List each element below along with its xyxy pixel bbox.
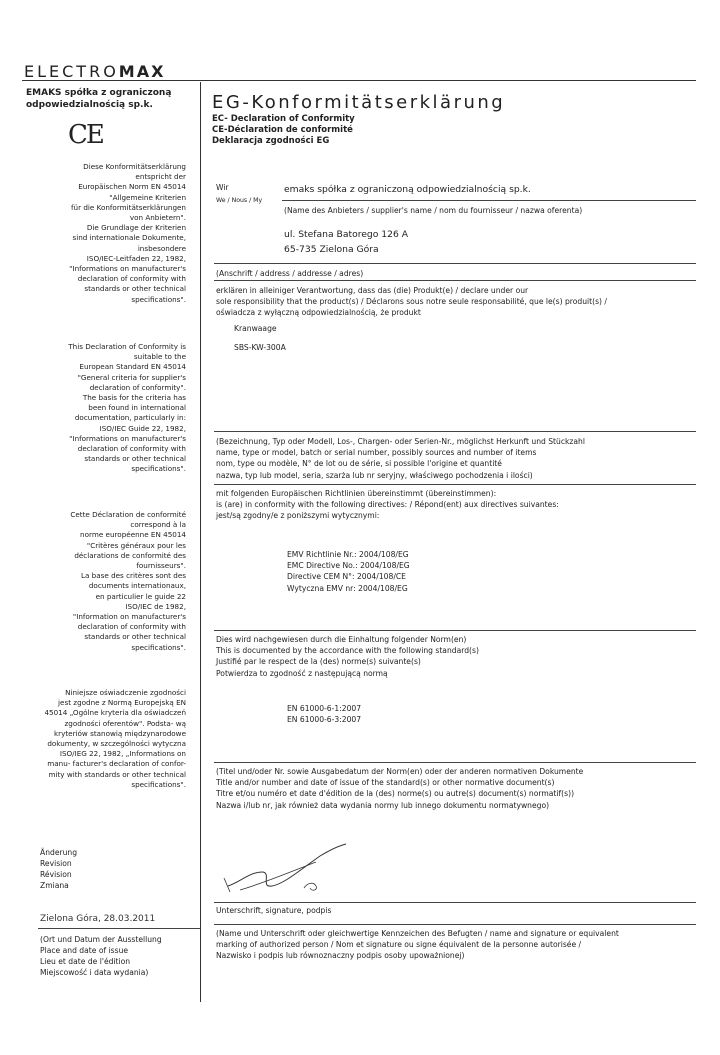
text-line: This Declaration of Conformity is (68, 342, 186, 351)
text-line: European Standard EN 45014 (79, 362, 186, 372)
revision-label: Revision (40, 859, 72, 868)
title-fr: CE-Déclaration de conformité (212, 125, 353, 135)
text-line: mity with standards or other technical (48, 769, 186, 779)
supplier-city: 65-735 Zielona Góra (284, 244, 379, 255)
text-line: "Allgemeine Kriterien (109, 192, 186, 202)
address-line (214, 263, 696, 264)
text-line: sind internationale Dokumente, (72, 233, 186, 243)
place-label: Place and date of issue (40, 946, 129, 955)
left-block-fr (26, 510, 186, 653)
directive-item: EMV Richtlinie Nr.: 2004/108/EG (287, 550, 409, 559)
left-block-pl (26, 688, 186, 790)
supplier-name: emaks spółka z ograniczoną odpowiedzialnością sp.k. (284, 184, 531, 195)
text-line: La base des critères sont des (80, 571, 186, 581)
text-line: is (are) in conformity with the following directives: / Répond(ent) aux directives suivantes: (216, 500, 559, 510)
standard-item: EN 61000-6-3:2007 (287, 715, 362, 725)
text-line: oświadcza z wyłączną odpowiedzialnością, że produkt (216, 308, 421, 318)
product-bottom-line (214, 484, 696, 485)
revision-label: Zmiana (40, 881, 69, 890)
text-line: declaration of conformity with (77, 444, 186, 454)
text-line: manu- facturer's declaration of confor- (47, 759, 186, 769)
text-line: specifications". (131, 642, 186, 652)
supplier-street: ul. Stefana Batorego 126 A (284, 229, 409, 240)
text-line: sole responsibility that the product(s) / Déclarons sous notre seule responsabilité, que le(s) produit(s) / (216, 297, 607, 307)
text-line: "Information on manufacturer's (72, 612, 186, 622)
text-line: standards or other technical (84, 284, 186, 294)
text-line: nazwa, typ lub model, seria, szarża lub nr seryjny, właściwego pochodzenia i ilości) (216, 470, 533, 480)
text-line: norme européenne EN 45014 (80, 530, 186, 540)
directive-item: Wytyczna EMV nr: 2004/108/EG (287, 583, 408, 593)
text-line: en particulier le guide 22 (95, 591, 186, 601)
address-bottom-line (214, 280, 696, 281)
declaration-text (216, 285, 607, 319)
left-block-de (26, 162, 186, 305)
text-line: kryteriów stanowią międzynarodowe (53, 728, 186, 738)
ce-mark: CE (68, 120, 103, 150)
text-line: documentation, particularly in: (74, 413, 186, 423)
text-line: Niniejsze oświadczenie zgodności (65, 688, 186, 697)
text-line: jest/są zgodny/e z poniższymi wytycznymi: (216, 511, 380, 521)
header-divider (22, 80, 696, 81)
supplier-name-line (282, 200, 696, 201)
text-line: suitable to the (133, 352, 186, 362)
text-line: This is documented by the accordance with the following standard(s) (216, 646, 479, 656)
standards-list (287, 703, 361, 725)
text-line: "Critères généraux pour les (86, 540, 186, 550)
text-line: (Name und Unterschrift oder gleichwertige Kennzeichen des Befugten / name and signature or equivalent (216, 929, 619, 938)
directives-intro (216, 488, 559, 522)
text-line: (Titel und/oder Nr. sowie Ausgabedatum der Norm(en) oder der anderen normativen Dokumente (216, 767, 584, 776)
directive-item: Directive CEM N°: 2004/108/CE (287, 572, 406, 582)
text-line: Europäischen Norm EN 45014 (78, 182, 186, 192)
place-label: Miejscowość i data wydania) (40, 968, 149, 977)
text-line: Titre et/ou numéro et date d'édition de la (des) norme(s) ou autre(s) document(s) normatif(s)) (216, 789, 575, 799)
signature-labels (216, 928, 619, 962)
standard-item: EN 61000-6-1:2007 (287, 704, 362, 713)
text-line: erklären in alleiniger Verantwortung, dass das (die) Produkt(e) / declare under our (216, 286, 529, 295)
signature-caption: Unterschrift, signature, podpis (216, 906, 332, 915)
text-line: zgodności oferentów". Podsta- wą (64, 718, 186, 728)
text-line: "Informations on manufacturer's (69, 264, 186, 274)
text-line: mit folgenden Europäischen Richtlinien übereinstimmt (übereinstimmen): (216, 489, 497, 498)
product-model: SBS-KW-300A (234, 343, 286, 352)
text-line: Dies wird nachgewiesen durch die Einhaltung folgender Norm(en) (216, 635, 467, 644)
place-label: (Ort und Datum der Ausstellung (40, 935, 162, 944)
address-caption: (Anschrift / address / addresse / adres) (216, 269, 364, 278)
signature-bottom-line (214, 924, 696, 925)
title-translations (212, 114, 355, 147)
text-line: "Informations on manufacturer's (69, 433, 186, 443)
text-line: specifications". (131, 464, 186, 474)
standards-caption (216, 766, 583, 811)
text-line: documents internationaux, (88, 581, 186, 591)
text-line: marking of authorized person / Nom et signature ou signe équivalent de la personne autorisée / (216, 940, 582, 950)
text-line: standards or other technical (84, 632, 186, 642)
wir-sub-label: We / Nous / My (216, 197, 263, 204)
place-label: Lieu et date de l'édition (40, 957, 131, 966)
text-line: Die Grundlage der Kriterien (86, 223, 186, 233)
title-en: EC- Declaration of Conformity (212, 114, 355, 124)
text-line: specifications". (131, 294, 186, 304)
signature-line (214, 902, 696, 903)
column-divider (200, 82, 201, 1002)
wir-label: Wir (216, 183, 229, 192)
revision-labels (40, 847, 77, 891)
revision-label: Révision (40, 870, 72, 879)
product-line (214, 431, 696, 432)
page-title: EG-Konformitätserklärung (212, 92, 506, 113)
product-caption (216, 436, 585, 481)
standards-intro (216, 634, 479, 679)
text-line: (Bezeichnung, Typ oder Modell, Los-, Chargen- oder Serien-Nr., möglichst Herkunft und Stückzahl (216, 437, 585, 446)
place-date: Zielona Góra, 28.03.2011 (40, 914, 156, 924)
text-line: insbesondere (137, 243, 186, 253)
text-line: fournisseurs". (136, 561, 186, 571)
standards-line (214, 762, 696, 763)
text-line: Potwierdza to zgodność z następującą normą (216, 668, 388, 678)
left-block-en (26, 342, 186, 475)
directives-list (287, 549, 410, 594)
company-line-2: odpowiedzialnością sp.k. (26, 100, 153, 110)
text-line: correspond à la (130, 520, 186, 530)
text-line: von Anbietern". (129, 213, 186, 223)
directive-item: EMC Directive No.: 2004/108/EG (287, 561, 410, 571)
text-line: declaration of conformity with (77, 622, 186, 632)
revision-label: Änderung (40, 848, 78, 857)
text-line: The basis for the criteria has (82, 393, 186, 403)
text-line: standards or other technical (84, 454, 186, 464)
product-name: Kranwaage (234, 324, 277, 333)
text-line: Nazwa i/lub nr, jak również data wydania normy lub innego dokumentu normatywnego) (216, 800, 550, 810)
text-line: déclarations de conformité des (74, 550, 186, 560)
text-line: declaration of conformity with (77, 274, 186, 284)
text-line: ISO/IEG 22, 1982, „Informations on (59, 749, 186, 759)
text-line: been found in international (88, 403, 186, 413)
text-line: entspricht der (135, 172, 186, 182)
directives-line (214, 630, 696, 631)
text-line: "General criteria for supplier's (77, 372, 186, 382)
company-line-1: EMAKS spółka z ograniczoną (26, 88, 172, 98)
text-line: specifications". (131, 779, 186, 789)
text-line: name, type or model, batch or serial number, possibly sources and number of items (216, 448, 537, 458)
text-line: Justifié par le respect de la (des) norme(s) suivante(s) (216, 657, 421, 667)
text-line: Diese Konformitätserklärung (83, 162, 186, 171)
text-line: 45014 „Ogólne kryteria dla oświadczeń (44, 708, 186, 718)
text-line: ISO/IEC de 1982, (125, 601, 186, 611)
place-date-labels (40, 934, 162, 978)
brand-logo: ELECTROMAX (24, 62, 166, 81)
text-line: ISO/IEC Guide 22, 1982, (99, 423, 186, 433)
place-date-line (38, 928, 200, 929)
text-line: ISO/IEC-Leitfaden 22, 1982, (86, 253, 186, 263)
text-line: dokumenty, w szczególności wytyczna (47, 739, 186, 749)
company-header (26, 87, 196, 111)
text-line: declaration of conformity". (89, 382, 186, 392)
supplier-name-caption: (Name des Anbieters / supplier's name / nom du fournisseur / nazwa oferenta) (284, 206, 583, 215)
text-line: Cette Déclaration de conformité (70, 510, 186, 519)
text-line: Nazwisko i podpis lub równoznaczny podpis osoby upoważnionej) (216, 951, 465, 961)
signature-scribble (220, 842, 350, 902)
text-line: nom, type ou modèle, N° de lot ou de série, si possible l'origine et quantité (216, 459, 502, 469)
text-line: jest zgodne z Normą Europejską EN (58, 698, 186, 708)
text-line: Title and/or number and date of issue of the standard(s) or other normative document(s) (216, 778, 555, 788)
text-line: für die Konformitätserklärungen (71, 202, 186, 212)
title-pl: Deklaracja zgodności EG (212, 136, 330, 146)
